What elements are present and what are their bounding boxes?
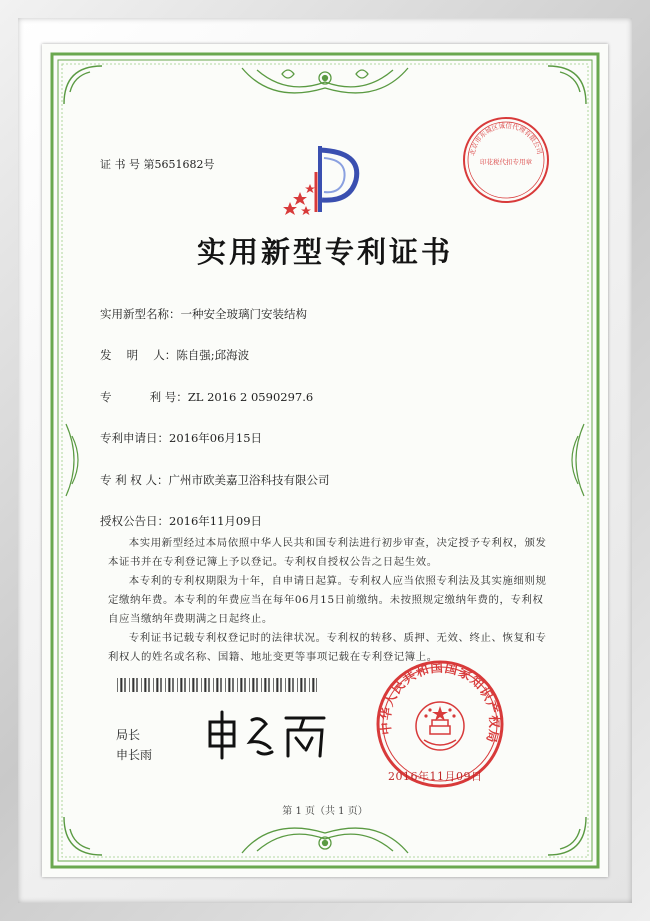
barcode-bar <box>292 678 293 692</box>
seal-date: 2016年11月09日 <box>388 770 483 783</box>
field-row-grant-date <box>100 513 262 529</box>
barcode-bar <box>232 678 233 692</box>
barcode-bar <box>264 678 266 692</box>
certificate-title: 实用新型专利证书 <box>196 235 453 269</box>
field-row-filing-date <box>100 430 262 446</box>
barcode-bar <box>273 678 274 692</box>
barcode-bar <box>300 678 302 692</box>
barcode-bar <box>288 678 290 692</box>
field-row-name <box>100 306 307 322</box>
barcode-bar <box>117 678 118 692</box>
patent-office-logo-icon <box>282 142 364 218</box>
barcode-bar <box>316 678 317 692</box>
barcode-bar <box>240 678 242 692</box>
barcode-bar <box>141 678 142 692</box>
barcode-bar <box>268 678 269 692</box>
field-value: 一种安全玻璃门安装结构 <box>180 307 307 321</box>
barcode-bar <box>160 678 161 692</box>
field-label: 授权公告日： <box>100 514 169 528</box>
barcode-bar <box>213 678 214 692</box>
barcode-bar <box>312 678 314 692</box>
certificate-number: 证 书 号 第5651682号 <box>100 158 215 171</box>
body-paragraph: 本专利的专利权期限为十年，自申请日起算。专利权人应当依照专利法及其实施细则规定缴纳年费。本专利的年费应当在每年06月15日前缴纳。未按照规定缴纳年费的，专利权自应当缴纳年费期满之日起终止。 <box>108 575 547 625</box>
field-value: ZL 2016 2 0590297.6 <box>187 390 314 404</box>
barcode-bar <box>201 678 202 692</box>
barcode-bar <box>196 678 197 692</box>
barcode-bar <box>208 678 209 692</box>
director-title: 局长 <box>116 728 141 742</box>
barcode-bar <box>148 678 149 692</box>
barcode-bar <box>189 678 190 692</box>
barcode-bar <box>228 678 230 692</box>
barcode-bar <box>153 678 154 692</box>
barcode-icon <box>117 678 317 692</box>
barcode-bar <box>297 678 298 692</box>
barcode-bar <box>177 678 178 692</box>
barcode-bar <box>225 678 226 692</box>
seal-ring-text: 中华人民共和国国家知识产权局 <box>377 659 503 746</box>
field-value: 广州市欧美嘉卫浴科技有限公司 <box>168 473 330 487</box>
barcode-bar <box>120 678 122 692</box>
barcode-bar <box>304 678 305 692</box>
field-value: 陈自强;邱海波 <box>176 348 250 362</box>
body-paragraph: 本实用新型经过本局依照中华人民共和国专利法进行初步审查，决定授予专利权，颁发本证书并在专利登记簿上予以登记。专利权自授权公告之日起生效。 <box>108 537 547 568</box>
director-name: 申长雨 <box>116 748 153 762</box>
barcode-bar <box>168 678 170 692</box>
barcode-bar <box>276 678 278 692</box>
top-ornament <box>242 68 408 93</box>
bottom-ornament <box>242 828 408 853</box>
barcode-bar <box>216 678 218 692</box>
barcode-bar <box>309 678 310 692</box>
field-label: 专利申请日： <box>100 431 169 445</box>
barcode-bar <box>124 678 125 692</box>
barcode-bar <box>180 678 182 692</box>
barcode-bar <box>129 678 130 692</box>
barcode-bar <box>165 678 166 692</box>
stamp-ring-text: 北京市东城区诚信代理有限公司 <box>468 121 544 157</box>
barcode-bar <box>237 678 238 692</box>
svg-text:北京市东城区诚信代理有限公司 <box>467 121 544 157</box>
barcode-bar <box>249 678 250 692</box>
field-row-patentee <box>100 472 329 488</box>
barcode-bar <box>136 678 137 692</box>
stamp-inner-text: 印花税代扣专用章 <box>480 158 532 166</box>
barcode-bar <box>252 678 254 692</box>
barcode-bar <box>204 678 206 692</box>
handwritten-signature <box>200 708 330 760</box>
barcode-bar <box>280 678 281 692</box>
barcode-bar <box>132 678 134 692</box>
certificate-paper <box>42 44 608 877</box>
field-label: 实用新型名称： <box>100 307 181 321</box>
barcode-bar <box>261 678 262 692</box>
barcode-bar <box>220 678 221 692</box>
page-number: 第 1 页（共 1 页） <box>282 806 368 817</box>
barcode-bar <box>192 678 194 692</box>
field-label: 发 明 人： <box>100 348 177 362</box>
barcode-bar <box>184 678 185 692</box>
barcode-bar <box>172 678 173 692</box>
field-row-patent-no <box>100 389 313 405</box>
field-row-inventor <box>100 347 249 363</box>
body-paragraph: 专利证书记载专利权登记时的法律状况。专利权的转移、质押、无效、终止、恢复和专利权人的姓名或名称、国籍、地址变更等事项记载在专利登记簿上。 <box>108 632 547 663</box>
field-value: 2016年11月09日 <box>169 514 263 528</box>
barcode-bar <box>285 678 286 692</box>
field-label: 专 利 号： <box>100 390 188 404</box>
barcode-bar <box>156 678 158 692</box>
barcode-bar <box>144 678 146 692</box>
barcode-bar <box>256 678 257 692</box>
barcode-bar <box>244 678 245 692</box>
field-label: 专 利 权 人： <box>100 473 169 487</box>
field-value: 2016年06月15日 <box>169 431 263 445</box>
tax-stamp-icon <box>460 114 552 206</box>
